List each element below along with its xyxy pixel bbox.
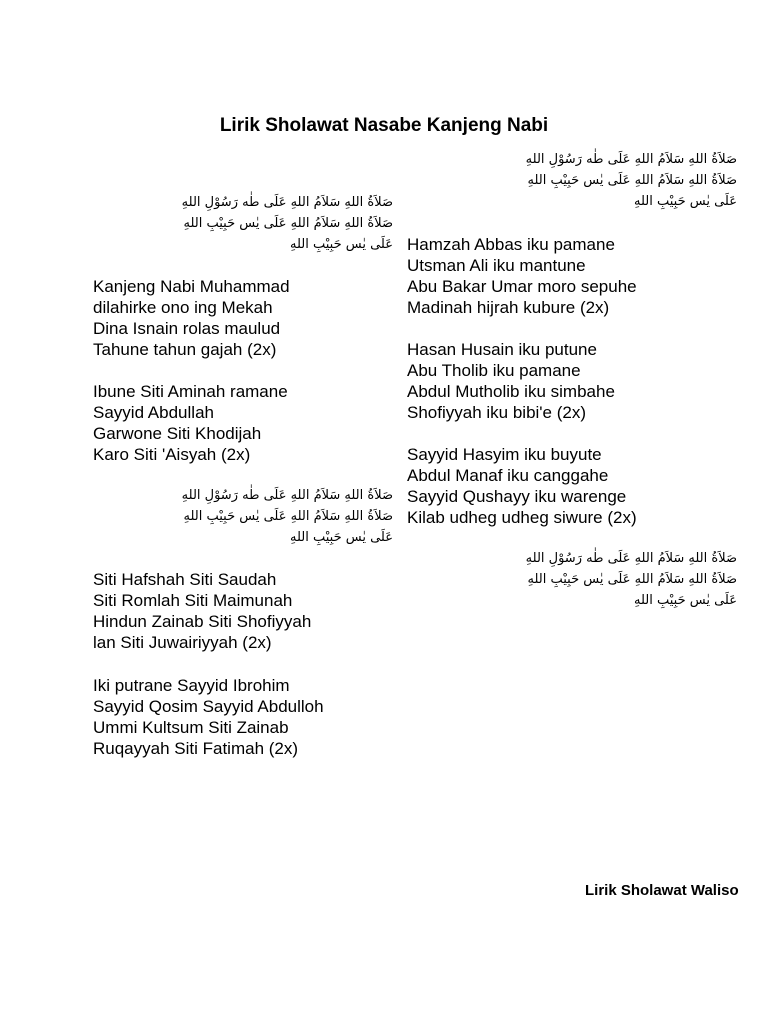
lyric-line: Garwone Siti Khodijah bbox=[93, 424, 262, 443]
lyric-stanza bbox=[93, 675, 393, 759]
arabic-line: صَلاَةُ اللهِ سَلاَمُ اللهِ عَلَى طٰه رَسُوْلِ اللهِ bbox=[525, 551, 737, 566]
arabic-line: صَلاَةُ اللهِ سَلاَمُ اللهِ عَلَى يٰس حَبِيْبِ اللهِ bbox=[183, 216, 393, 231]
arabic-line: عَلَى يٰس حَبِيْبِ اللهِ bbox=[290, 237, 393, 252]
lyric-line: Hamzah Abbas iku pamane bbox=[407, 235, 615, 254]
lyric-line: Kilab udheg udheg siwure (2x) bbox=[407, 508, 637, 527]
arabic-line: صَلاَةُ اللهِ سَلاَمُ اللهِ عَلَى طٰه رَسُوْلِ اللهِ bbox=[181, 488, 393, 503]
lyric-line: Abdul Mutholib iku simbahe bbox=[407, 382, 615, 401]
lyric-line: Hasan Husain iku putune bbox=[407, 340, 597, 359]
page-title: Lirik Sholawat Nasabe Kanjeng Nabi bbox=[219, 115, 549, 136]
lyric-line: Sayyid Qosim Sayyid Abdulloh bbox=[93, 697, 324, 716]
arabic-line: صَلاَةُ اللهِ سَلاَمُ اللهِ عَلَى يٰس حَبِيْبِ اللهِ bbox=[527, 572, 737, 587]
lyric-line: Madinah hijrah kubure (2x) bbox=[407, 298, 610, 317]
lyric-line: Siti Hafshah Siti Saudah bbox=[93, 570, 277, 589]
lyric-line: Tahune tahun gajah (2x) bbox=[93, 340, 277, 359]
lyric-line: Dina Isnain rolas maulud bbox=[93, 319, 281, 338]
lyric-line: Siti Romlah Siti Maimunah bbox=[93, 591, 293, 610]
lyric-stanza bbox=[93, 569, 393, 653]
arabic-chorus bbox=[407, 548, 737, 611]
lyric-line: Ummi Kultsum Siti Zainab bbox=[93, 718, 289, 737]
arabic-line: صَلاَةُ اللهِ سَلاَمُ اللهِ عَلَى يٰس حَبِيْبِ اللهِ bbox=[183, 509, 393, 524]
lyric-line: Iki putrane Sayyid Ibrohim bbox=[93, 676, 290, 695]
lyric-stanza bbox=[407, 339, 737, 423]
lyric-stanza bbox=[93, 381, 393, 465]
lyric-line: Sayyid Qushayy iku warenge bbox=[407, 487, 627, 506]
lyric-line: lan Siti Juwairiyyah (2x) bbox=[93, 633, 272, 652]
lyric-line: Abu Bakar Umar moro sepuhe bbox=[407, 277, 637, 296]
lyric-line: Sayyid Abdullah bbox=[93, 403, 214, 422]
lyric-line: dilahirke ono ing Mekah bbox=[93, 298, 273, 317]
arabic-line: عَلَى يٰس حَبِيْبِ اللهِ bbox=[634, 593, 737, 608]
lyric-line: Abu Tholib iku pamane bbox=[407, 361, 581, 380]
lyric-line: Ibune Siti Aminah ramane bbox=[93, 382, 288, 401]
arabic-line: عَلَى يٰس حَبِيْبِ اللهِ bbox=[634, 194, 737, 209]
lyric-line: Hindun Zainab Siti Shofiyyah bbox=[93, 612, 312, 631]
arabic-chorus bbox=[93, 192, 393, 255]
arabic-chorus bbox=[407, 149, 737, 212]
arabic-line: صَلاَةُ اللهِ سَلاَمُ اللهِ عَلَى طٰه رَسُوْلِ اللهِ bbox=[525, 152, 737, 167]
arabic-line: صَلاَةُ اللهِ سَلاَمُ اللهِ عَلَى طٰه رَسُوْلِ اللهِ bbox=[181, 195, 393, 210]
lyric-line: Abdul Manaf iku canggahe bbox=[407, 466, 609, 485]
lyric-line: Shofiyyah iku bibi'e (2x) bbox=[407, 403, 586, 422]
arabic-line: عَلَى يٰس حَبِيْبِ اللهِ bbox=[290, 530, 393, 545]
lyric-line: Kanjeng Nabi Muhammad bbox=[93, 277, 290, 296]
arabic-line: صَلاَةُ اللهِ سَلاَمُ اللهِ عَلَى يٰس حَبِيْبِ اللهِ bbox=[527, 173, 737, 188]
lyric-line: Karo Siti 'Aisyah (2x) bbox=[93, 445, 251, 464]
arabic-chorus bbox=[93, 485, 393, 548]
lyric-stanza bbox=[407, 444, 737, 528]
lyric-stanza bbox=[407, 234, 737, 318]
lyric-line: Ruqayyah Siti Fatimah (2x) bbox=[93, 739, 299, 758]
related-link[interactable]: Lirik Sholawat Waliso bbox=[585, 882, 739, 899]
lyric-stanza bbox=[93, 276, 393, 360]
lyric-line: Sayyid Hasyim iku buyute bbox=[407, 445, 602, 464]
lyric-line: Utsman Ali iku mantune bbox=[407, 256, 586, 275]
